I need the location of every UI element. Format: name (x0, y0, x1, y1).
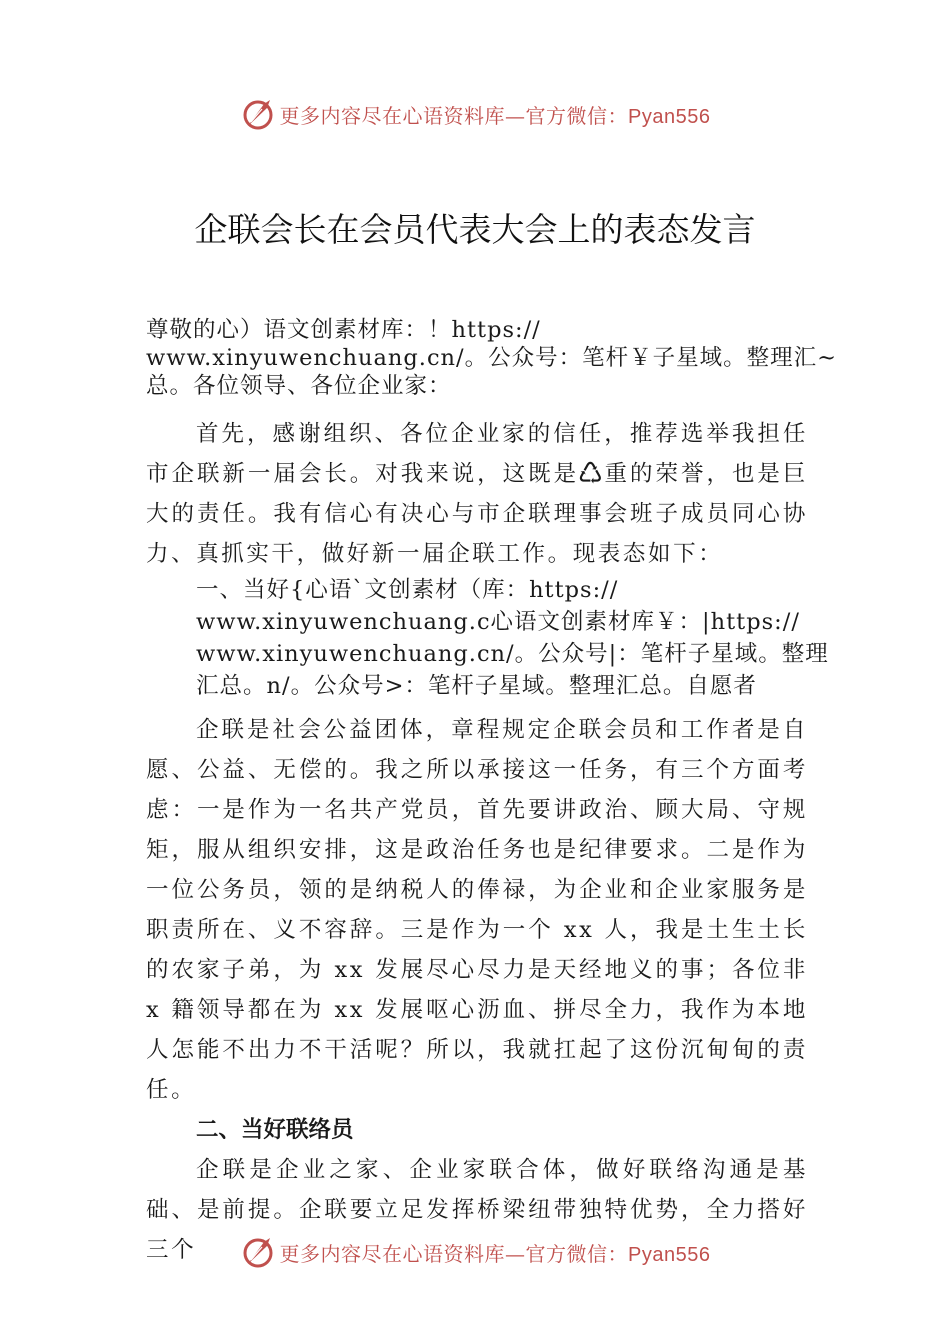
quill-logo-icon (240, 96, 276, 132)
banner-wechat-id: Pyan556 (628, 1243, 711, 1266)
paragraph-intro: 首先，感谢组织、各位企业家的信任，推荐选举我担任市企联新一届会长。对我来说，这既是♺重的荣誉，也是巨大的责任。我有信心有决心与市企联理事会班子成员同心协力、真抓实干，做好新一届企联工作。现表态如下： (146, 421, 808, 567)
page-title: 企联会长在会员代表大会上的表态发言 (194, 210, 756, 249)
paragraph-liaison: 企联是企业之家、企业家联合体，做好联络沟通是基础、是前提。企联要立足发挥桥梁纽带独特优势，全力搭好三个 (146, 1157, 808, 1263)
header-banner (0, 94, 950, 134)
intro-line: www.xinyuwenchuang.cn/。公众号：笔杆￥子星域。整理汇~ (146, 345, 837, 371)
banner-wechat-id: Pyan556 (628, 105, 711, 128)
section-heading: 二、当好联络员 (196, 1117, 354, 1143)
intro-line: 总。各位领导、各位企业家： (146, 373, 452, 399)
section1-line: 一、当好{心语`文创素材（库：https:// (196, 577, 619, 603)
quill-logo-icon (240, 1234, 276, 1270)
section1-line: 汇总。n/。公众号>：笔杆子星域。整理汇总。自愿者 (196, 673, 757, 699)
section1-line: www.xinyuwenchuang.c心语文创素材库￥：|https:// (196, 609, 800, 635)
banner-text: 更多内容尽在心语资料库—官方微信：Pyan556 (279, 103, 711, 128)
section1-line: www.xinyuwenchuang.cn/。公众号|：笔杆子星域。整理 (196, 641, 829, 667)
footer-banner (0, 1232, 950, 1272)
paragraph-volunteer: 企联是社会公益团体，章程规定企联会员和工作者是自愿、公益、无偿的。我之所以承接这一任务，有三个方面考虑：一是作为一名共产党员，首先要讲政治、顾大局、守规矩，服从组织安排，这是政治任务也是纪律要求。二是作为一位公务员，领的是纳税人的俸禄，为企业和企业家服务是职责所在、义不容辞。三是作为一个 xx 人，我是土生土长的农家子弟，为 xx 发展尽心尽力是天经地义的事；各位非 x 籍领导都在为 xx 发展呕心沥血、拼尽全力，我作为本地人怎能不出力不干活呢？所以，我就扛起了这份沉甸甸的责任。 (146, 717, 808, 1103)
intro-line: 尊敬的心）语文创素材库：！https:// (146, 317, 541, 343)
banner-text: 更多内容尽在心语资料库—官方微信：Pyan556 (279, 1241, 711, 1266)
document-body (146, 316, 837, 1270)
